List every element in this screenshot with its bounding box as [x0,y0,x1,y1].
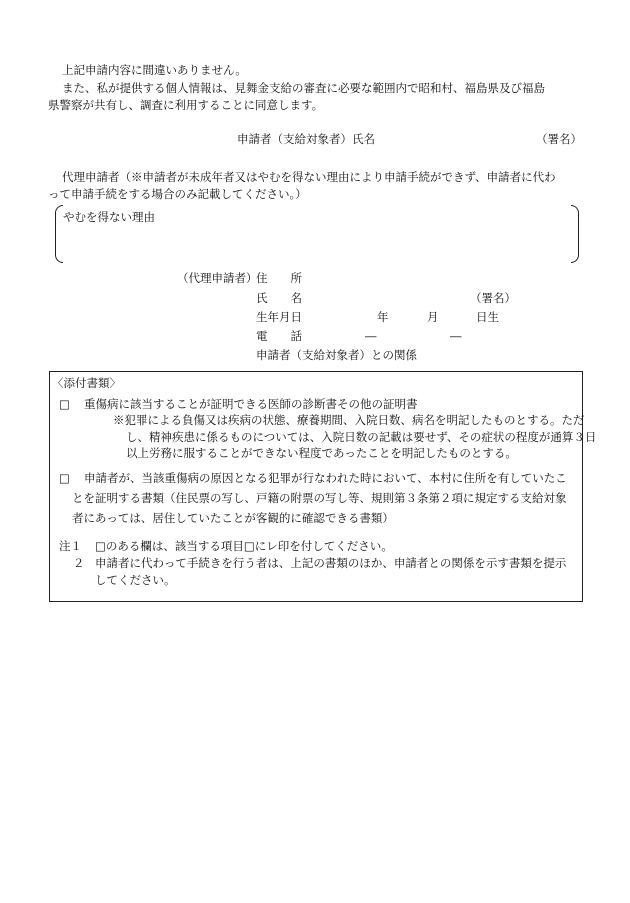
note-2-line-2: してください。 [95,573,176,587]
note-number-2: ２ [73,556,85,570]
reason-label: やむを得ない理由 [63,210,155,224]
consent-line-1: 上記申請内容に間違いありません。 [62,63,247,77]
proxy-phone-label: 電 話 [256,329,302,343]
note-1: □のある欄は、該当する項目□にレ印を付してください。 [95,539,393,553]
item2-line-3: 者にあっては、居住していたことが客観的に確認できる書類） [72,511,394,525]
note-label: 注１ [59,539,82,553]
proxy-note-line-1: 代理申請者（※申請者が未成年者又はやむを得ない理由により申請手続ができず、申請者に代わ [62,170,556,184]
proxy-note-line-2: って申請手続をする場合のみ記載してください。） [48,187,307,201]
proxy-dob-day: 日生 [476,310,499,324]
note-2-line-1: 申請者に代わって手続きを行う者は、上記の書類のほか、申請者との関係を示す書類を提示 [95,556,567,570]
proxy-seal-label: （署名） [470,291,516,305]
attachments-title: 〈添付書類〉 [52,376,121,390]
item1-checkbox[interactable]: □ [59,397,70,411]
proxy-dob-year: 年 [377,310,389,324]
attachments-box [49,371,597,602]
reason-bracket-right [571,205,579,263]
item2-checkbox[interactable]: □ [59,471,70,485]
proxy-name-label: 氏 名 [256,291,302,305]
applicant-name-label: 申請者（支給対象者）氏名 [237,132,375,146]
consent-line-3: 県警察が共有し、調査に利用することに同意します。 [48,98,324,112]
proxy-phone-dash-2: ― [450,329,462,343]
proxy-dob-label: 生年月日 [256,310,302,324]
reason-box[interactable] [55,205,579,263]
item1-note-line-3: 以上労務に服することができない程度であったことを明記したものとする。 [126,446,517,460]
proxy-relation-label: 申請者（支給対象者）との関係 [256,348,417,362]
item2-line-2: とを証明する書類（住民票の写し、戸籍の附票の写し等、規則第３条第２項に規定する支給対象 [72,491,567,505]
applicant-seal-label: （署名） [536,132,582,146]
item2-line-1: 申請者が、当該重傷病の原因となる犯罪が行なわれた時において、本村に住所を有していたこ [84,471,567,485]
proxy-dob-month: 月 [427,310,439,324]
consent-line-2: また、私が提供する個人情報は、見舞金支給の審査に必要な範囲内で昭和村、福島県及び福島 [62,81,545,95]
proxy-address-label: 住 所 [256,271,302,285]
item1-note-line-2: し、精神疾患に係るものについては、入院日数の記載は要せず、その症状の程度が通算３日 [126,430,597,444]
proxy-phone-dash-1: ― [365,329,377,343]
item1-text: 重傷病に該当することが証明できる医師の診断書その他の証明書 [84,397,418,411]
proxy-title: （代理申請者） [177,271,258,285]
item1-note-line-1: ※犯罪による負傷又は疾病の状態、療養期間、入院日数、病名を明記したものとする。ただ [113,413,585,427]
reason-bracket-left [55,205,63,263]
